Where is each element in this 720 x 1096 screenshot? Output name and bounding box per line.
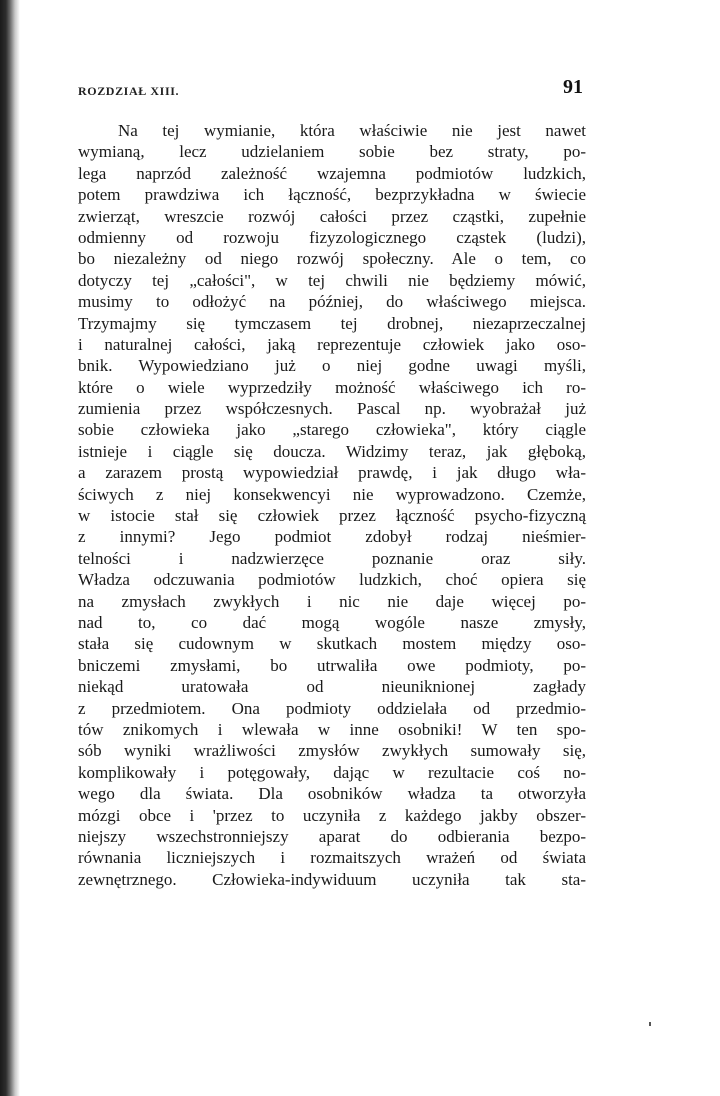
text-line: istnieje i ciągle się doucza. Widzimy teraz, jak głęboką,: [78, 441, 586, 461]
text-line: niekąd uratowała od nieuniknionej zagłady: [78, 677, 586, 697]
text-line: bnik. Wypowiedziano już o niej godne uwagi myśli,: [78, 356, 586, 376]
text-line: komplikowały i potęgowały, dając w rezultacie coś no-: [78, 762, 586, 782]
text-line: Władza odczuwania podmiotów ludzkich, choć opiera się: [78, 570, 586, 590]
text-line: bniczemi zmysłami, bo utrwaliła owe podmioty, po-: [78, 655, 586, 675]
text-line: wego dla świata. Dla osobników władza ta otworzyła: [78, 784, 586, 804]
text-line: Na tej wymianie, która właściwie nie jest nawet: [118, 121, 586, 140]
text-line: ściwych z niej konsekwencyi nie wyprowadzono. Czemże,: [78, 484, 586, 504]
text-line: dotyczy tej „całości", w tej chwili nie będziemy mówić,: [78, 270, 586, 290]
text-line: a zarazem prostą wypowiedział prawdę, i jak długo wła-: [78, 463, 586, 483]
text-line: z innymi? Jego podmiot zdobył rodzaj nieśmier-: [78, 527, 586, 547]
text-line: mózgi obce i 'przez to uczyniła z każdego jakby obszer-: [78, 805, 586, 825]
text-line: nad to, co dać mogą wogóle nasze zmysły,: [78, 612, 586, 632]
text-line: potem prawdziwa ich łączność, bezprzykładna w świecie: [78, 185, 586, 205]
text-line: wymianą, lecz udzielaniem sobie bez straty, po-: [78, 142, 586, 162]
text-line: tów znikomych i wlewała w inne osobniki! W ten spo-: [78, 719, 586, 739]
print-speck: [649, 1022, 651, 1026]
text-line: telności i nadzwierzęce poznanie oraz siły.: [78, 548, 586, 568]
text-line: sób wyniki wrażliwości zmysłów zwykłych sumowały się,: [78, 741, 586, 761]
text-line: zewnętrznego. Człowieka-indywiduum uczyniła tak sta-: [78, 869, 586, 889]
text-line: lega naprzód zależność wzajemna podmiotów ludzkich,: [78, 163, 586, 183]
text-line: i naturalnej całości, jaką reprezentuje człowiek jako oso-: [78, 334, 586, 354]
running-head: ROZDZIAŁ XIII.: [78, 84, 180, 98]
text-line: z przedmiotem. Ona podmioty oddzielała od przedmio-: [78, 698, 586, 718]
text-line: sobie człowieka jako „starego człowieka", który ciągle: [78, 420, 586, 440]
text-line: równania liczniejszych i rozmaitszych wrażeń od świata: [78, 848, 586, 868]
body-text: [78, 120, 586, 890]
text-line: zwierząt, wreszcie rozwój całości przez cząstki, zupełnie: [78, 206, 586, 226]
text-line: odmienny od rozwoju fizyzologicznego cząstek (ludzi),: [78, 227, 586, 247]
text-line: które o wiele wyprzedziły możność właściwego ich ro-: [78, 377, 586, 397]
text-line: niejszy wszechstronniejszy aparat do odbierania bezpo-: [78, 826, 586, 846]
text-line: Trzymajmy się tymczasem tej drobnej, niezaprzeczalnej: [78, 313, 586, 333]
text-line: musimy to odłożyć na później, do właściwego miejsca.: [78, 292, 586, 312]
text-line: w istocie stał się człowiek przez łączność psycho-fizyczną: [78, 506, 586, 526]
text-line: stała się cudownym w skutkach mostem między oso-: [78, 634, 586, 654]
text-line: bo niezależny od niego rozwój społeczny. Ale o tem, co: [78, 249, 586, 269]
page-number: 91: [563, 76, 583, 98]
text-line: zumienia przez współczesnych. Pascal np. wyobrażał już: [78, 399, 586, 419]
text-line: na zmysłach zwykłych i nic nie daje więcej po-: [78, 591, 586, 611]
book-spine-shadow: [0, 0, 20, 1096]
